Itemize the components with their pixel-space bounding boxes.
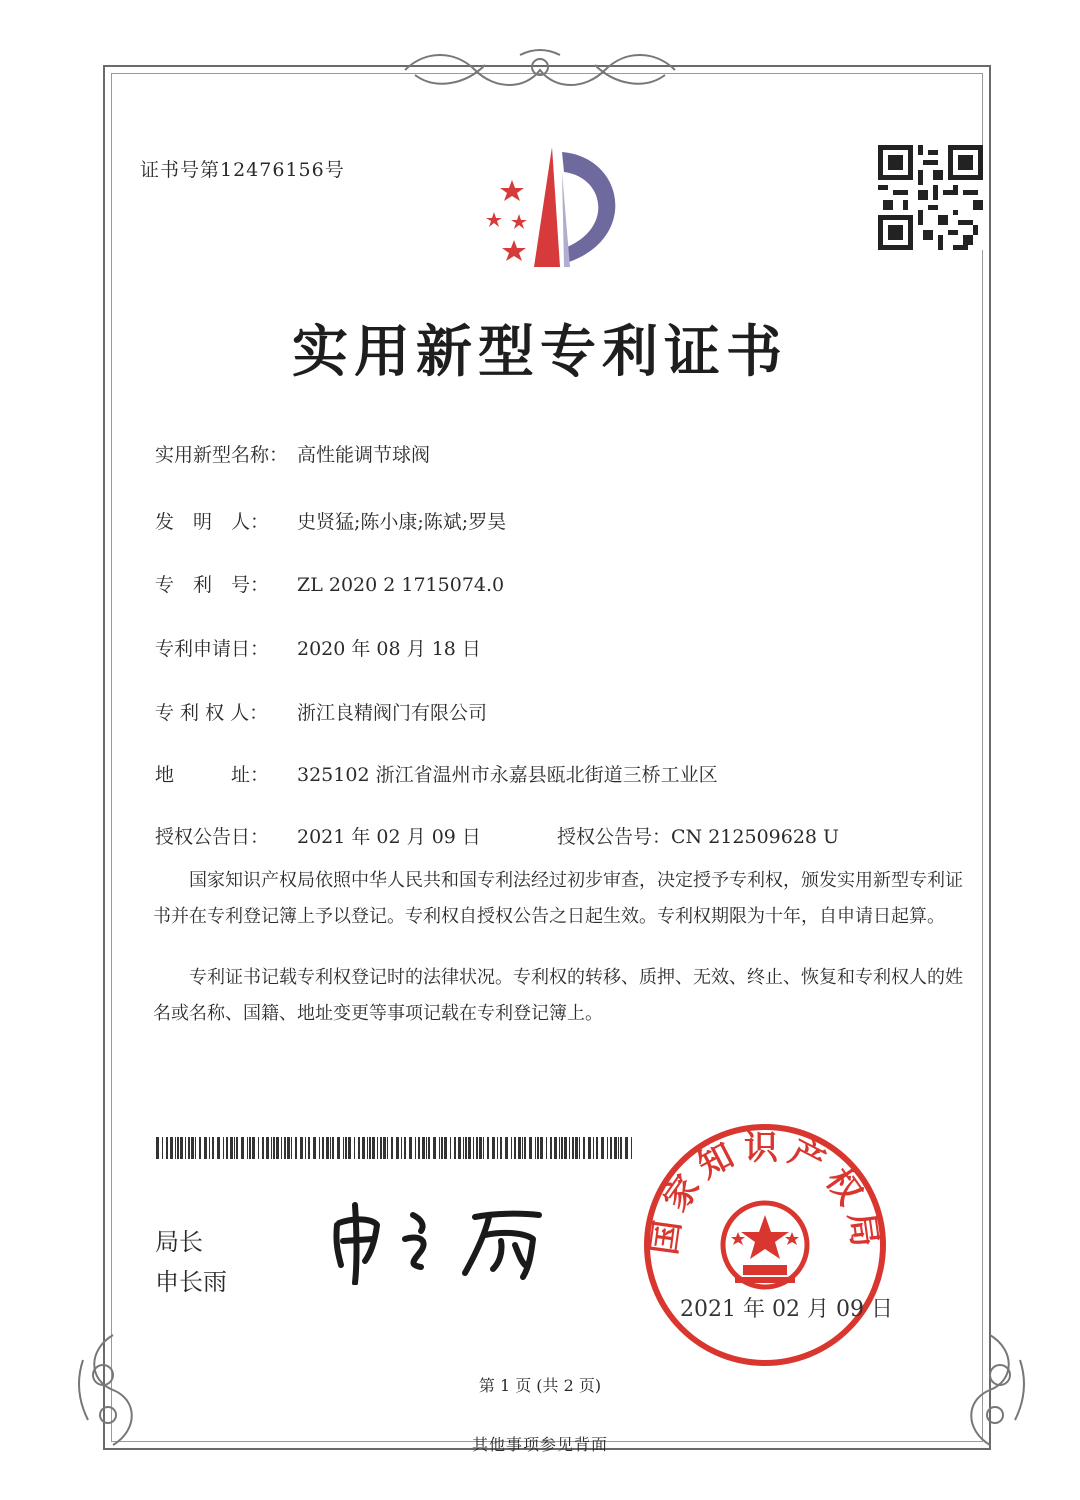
field-address — [155, 760, 718, 787]
field-value: 史贤猛;陈小康;陈斌;罗昊 — [297, 511, 507, 533]
director-title: 局长 — [155, 1228, 203, 1256]
field-application-date — [155, 634, 481, 661]
seal-date: 2021 年 02 月 09 日 — [680, 1297, 893, 1322]
field-label: 专 利 权 人： — [155, 702, 269, 724]
field-label: 发 明 人： — [155, 511, 270, 533]
official-seal-icon — [640, 1120, 890, 1370]
field-announcement-date — [155, 822, 481, 849]
seal-text: 国家知识产权局 — [644, 1128, 886, 1258]
patent-office-emblem-icon — [474, 142, 639, 272]
barcode-icon — [156, 1137, 636, 1159]
certificate-title: 实用新型专利证书 — [292, 320, 788, 385]
top-ornament — [395, 45, 685, 95]
field-value: 2020 年 08 月 18 日 — [297, 638, 481, 660]
field-value: 高性能调节球阀 — [297, 444, 431, 466]
field-value: CN 212509628 U — [671, 826, 840, 848]
paragraph-grant-statement: 国家知识产权局依照中华人民共和国专利法经过初步审查，决定授予专利权，颁发实用新型专利证书并在专利登记簿上予以登记。专利权自授权公告之日起生效。专利权期限为十年，自申请日起算。 — [153, 870, 963, 927]
qr-code-icon — [878, 145, 983, 250]
field-label: 实用新型名称： — [155, 444, 289, 466]
certificate-number: 证书号第12476156号 — [140, 159, 345, 181]
field-announcement-number — [557, 822, 839, 849]
field-label: 专 利 号： — [155, 574, 270, 596]
field-value: 2021 年 02 月 09 日 — [297, 826, 481, 848]
field-utility-model-name — [155, 440, 430, 467]
field-label: 地 址： — [155, 764, 270, 786]
director-signature — [325, 1195, 565, 1285]
field-patentee — [155, 698, 487, 725]
field-value: ZL 2020 2 1715074.0 — [297, 574, 505, 596]
field-label: 授权公告日： — [155, 826, 270, 848]
director-name: 申长雨 — [155, 1268, 227, 1296]
back-side-note: 其他事项参见背面 — [471, 1435, 608, 1454]
field-inventors — [155, 507, 506, 534]
paragraph-legal-status: 专利证书记载专利权登记时的法律状况。专利权的转移、质押、无效、终止、恢复和专利权人的姓名或名称、国籍、地址变更等事项记载在专利登记簿上。 — [153, 967, 963, 1024]
field-label: 专利申请日： — [155, 638, 270, 660]
field-value: 浙江良精阀门有限公司 — [297, 702, 488, 724]
field-label: 授权公告号： — [557, 826, 672, 848]
page-number: 第 1 页 (共 2 页) — [478, 1376, 602, 1395]
field-value: 325102 浙江省温州市永嘉县瓯北街道三桥工业区 — [297, 764, 718, 786]
field-patent-number — [155, 570, 504, 597]
